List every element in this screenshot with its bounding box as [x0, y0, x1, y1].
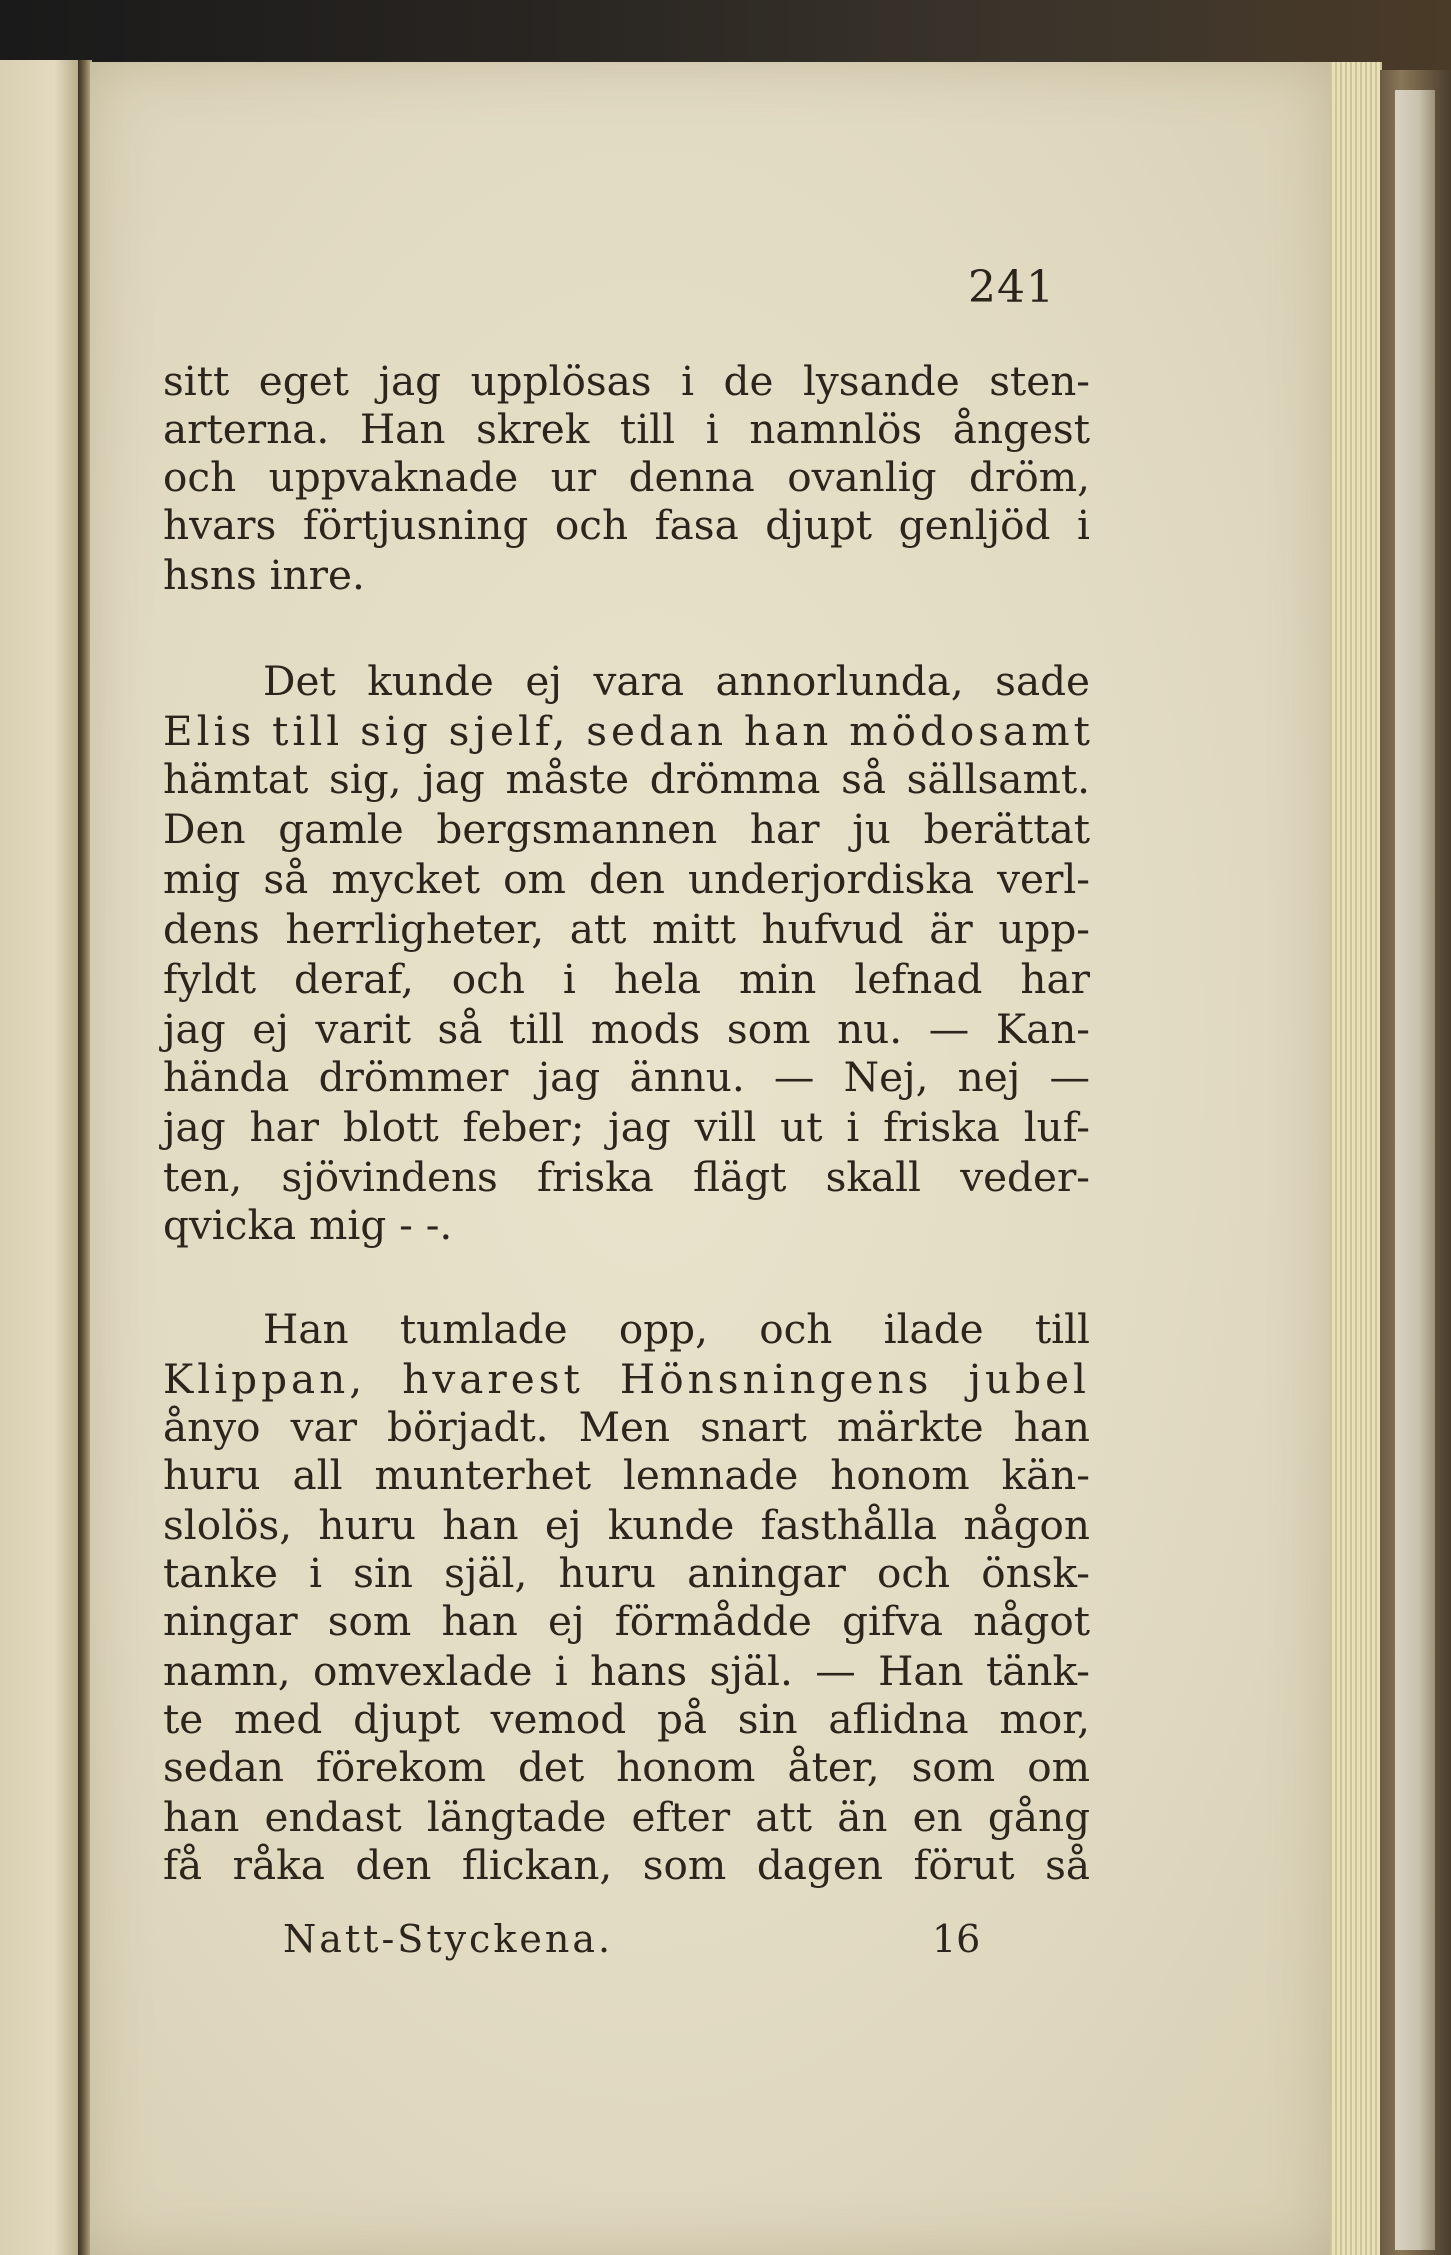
text-line: Den gamle bergsmannen har ju berättat [163, 805, 1090, 853]
text-line: hända drömmer jag ännu. — Nej, nej — [163, 1053, 1090, 1101]
text-line: ånyo var börjadt. Men snart märkte han [163, 1403, 1090, 1451]
text-line: hvars förtjusning och fasa djupt genljöd i [163, 501, 1090, 549]
footer-sheet-number: 16 [932, 1917, 981, 1961]
footer-signature: Natt-Styckena. [283, 1917, 614, 1961]
text-line: och uppvaknade ur denna ovanlig dröm, [163, 453, 1090, 501]
text-line: namn, omvexlade i hans själ. — Han tänk- [163, 1647, 1090, 1695]
text-line: han endast längtade efter att än en gång [163, 1793, 1090, 1841]
text-line: hsns inre. [163, 551, 365, 599]
text-line: ningar som han ej förmådde gifva något [163, 1597, 1090, 1645]
text-line: jag har blott feber; jag vill ut i friska luf- [163, 1103, 1090, 1151]
text-line: arterna. Han skrek till i namnlös ångest [163, 405, 1090, 453]
text-line: tanke i sin själ, huru aningar och önsk- [163, 1549, 1090, 1597]
text-line: dens herrligheter, att mitt hufvud är upp- [163, 905, 1090, 953]
text-line: Klippan, hvarest Hönsningens jubel [163, 1355, 1090, 1403]
text-line: qvicka mig - -. [163, 1201, 453, 1249]
text-line: jag ej varit så till mods som nu. — Kan- [163, 1005, 1090, 1053]
previous-page-edge [0, 60, 81, 2255]
cover-board [1395, 90, 1435, 2250]
text-line: ten, sjövindens friska flägt skall veder- [163, 1153, 1090, 1201]
text-line: Han tumlade opp, och ilade till [263, 1305, 1090, 1353]
text-line: sitt eget jag upplösas i de lysande sten- [163, 357, 1090, 405]
text-line: Elis till sig sjelf, sedan han mödosamt [163, 707, 1094, 755]
page-number: 241 [968, 262, 1055, 313]
text-line: Det kunde ej vara annorlunda, sade [263, 657, 1090, 705]
text-line: mig så mycket om den underjordiska verl- [163, 855, 1090, 903]
text-line: te med djupt vemod på sin aflidna mor, [163, 1695, 1090, 1743]
binding-top-band [0, 0, 1451, 70]
text-line: sedan förekom det honom åter, som om [163, 1743, 1090, 1791]
text-line: fyldt deraf, och i hela min lefnad har [163, 955, 1090, 1003]
text-line: få råka den flickan, som dagen förut så [163, 1841, 1090, 1889]
text-line: huru all munterhet lemnade honom kän- [163, 1451, 1090, 1499]
text-line: slolös, huru han ej kunde fasthålla någon [163, 1501, 1090, 1549]
text-line: hämtat sig, jag måste drömma så sällsamt. [163, 755, 1090, 803]
